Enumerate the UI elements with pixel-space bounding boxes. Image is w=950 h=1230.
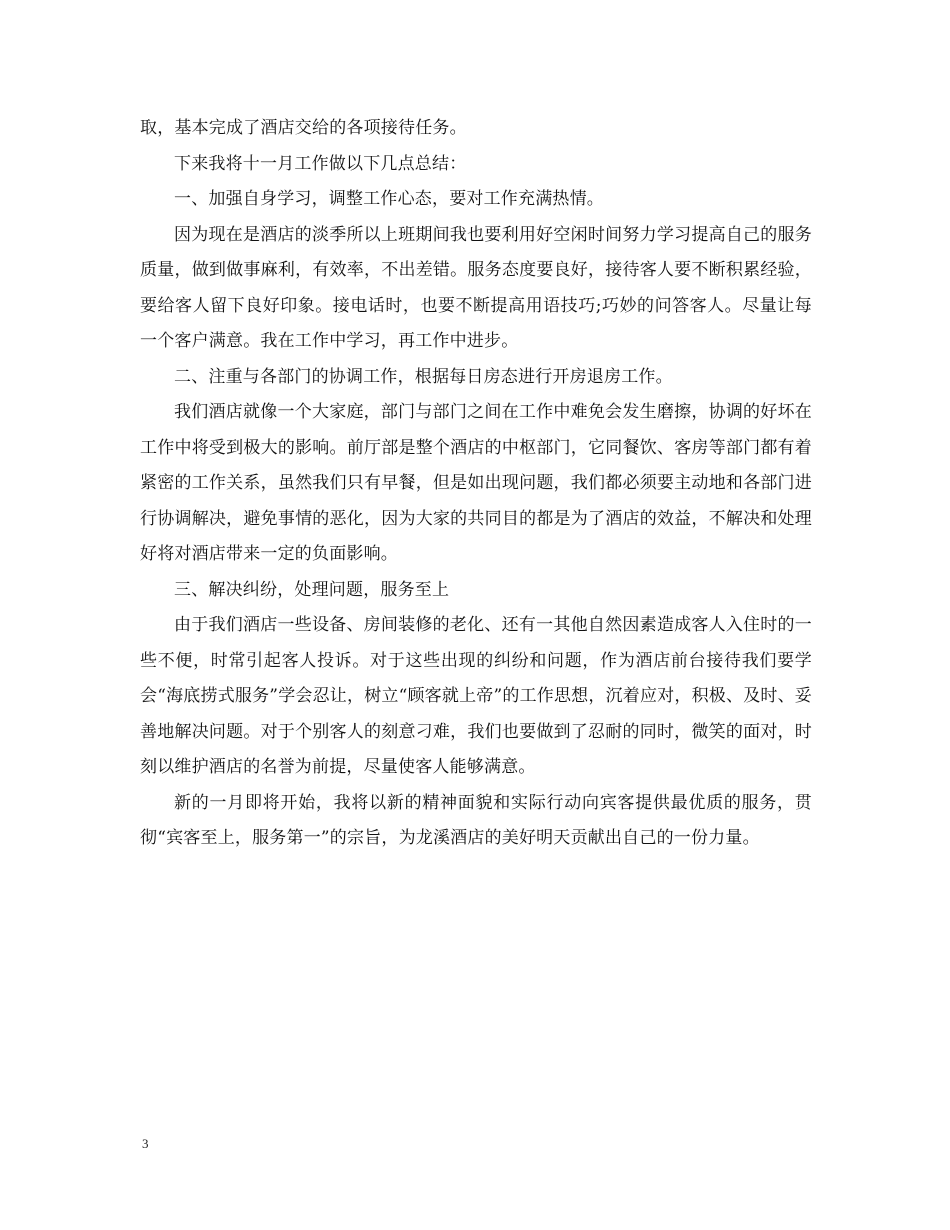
paragraph-6: 我们酒店就像一个大家庭，部门与部门之间在工作中难免会发生磨擦，协调的好坏在工作中将受到极大的影响。前厅部是整个酒店的中枢部门，它同餐饮、客房等部门都有着紧密的工作关系，虽然我们只有早餐，但是如出现问题，我们都必须要主动地和各部门进行协调解决，避免事情的恶化，因为大家的共同目的都是为了酒店的效益，不解决和处理好将对酒店带来一定的负面影响。	[140, 402, 812, 564]
section-heading-2: 二、注重与各部门的协调工作，根据每日房态进行开房退房工作。	[174, 366, 673, 387]
page-number: 3	[142, 1136, 149, 1151]
paragraph-1: 取，基本完成了酒店交给的各项接待任务。	[140, 118, 467, 138]
paragraph-2: 下来我将十一月工作做以下几点总结：	[174, 153, 467, 174]
paragraph-4: 因为现在是酒店的淡季所以上班期间我也要利用好空闲时间努力学习提高自己的服务质量，做到做事麻利，有效率，不出差错。服务态度要良好，接待客人要不断积累经验，要给客人留下良好印象。接电话时，也要不断提高用语技巧;巧妙的问答客人。尽量让每一个客户满意。我在工作中学习，再工作中进步。	[140, 224, 812, 351]
paragraph-9: 新的一月即将开始，我将以新的精神面貌和实际行动向宾客提供最优质的服务，贯彻“宾客至上，服务第一”的宗旨，为龙溪酒店的美好明天贡献出自己的一份力量。	[140, 792, 812, 848]
section-heading-1: 一、加强自身学习，调整工作心态，要对工作充满热情。	[174, 189, 604, 209]
paragraph-8: 由于我们酒店一些设备、房间装修的老化、还有一其他自然因素造成客人入住时的一些不便，时常引起客人投诉。对于这些出现的纠纷和问题，作为酒店前台接待我们要学会“海底捞式服务”学会忍让，树立“顾客就上帝”的工作思想，沉着应对，积极、及时、妥善地解决问题。对于个别客人的刻意刁难，我们也要做到了忍耐的同时，微笑的面对，时刻以维护酒店的名誉为前提，尽量使客人能够满意。	[140, 615, 812, 777]
document-body	[140, 111, 812, 857]
section-heading-3: 三、解决纠纷，处理问题，服务至上	[174, 579, 450, 600]
